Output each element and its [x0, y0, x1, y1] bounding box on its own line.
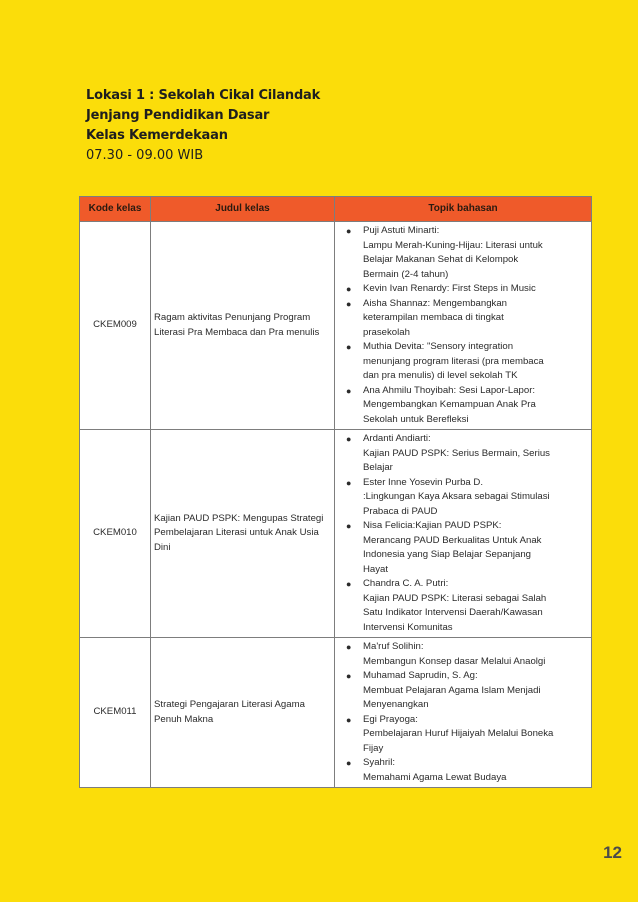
topic-item	[335, 432, 589, 476]
topic-line: Indonesia yang Siap Belajar Sepanjang	[363, 549, 532, 560]
bullet-icon: ●	[346, 226, 352, 236]
topic-line: Menyenangkan	[363, 699, 429, 710]
location-title: Lokasi 1 : Sekolah Cikal Cilandak	[86, 88, 321, 103]
topic-line: Ana Ahmilu Thoyibah: Sesi Lapor-Lapor:	[363, 384, 536, 396]
topic-line: :Lingkungan Kaya Aksara sebagai Stimulasi	[363, 491, 550, 502]
table-header-row	[80, 197, 592, 222]
topic-item	[335, 476, 589, 520]
bullet-icon: ●	[346, 671, 352, 681]
topic-line: Ester Inne Yosevin Purba D.	[363, 476, 483, 488]
topic-line: Satu Indikator Intervensi Daerah/Kawasan	[363, 607, 543, 618]
topic-line: Sekolah untuk Berefleksi	[363, 413, 469, 425]
column-header-topics: Topik bahasan	[335, 197, 592, 222]
topic-line: Prabaca di PAUD	[363, 505, 438, 517]
column-header-title: Judul kelas	[151, 197, 335, 222]
table-row	[80, 222, 592, 430]
topic-item	[335, 340, 589, 384]
topic-line: Hayat	[363, 563, 389, 575]
topic-line: menunjang program literasi (pra membaca	[363, 355, 544, 367]
topics-cell	[335, 638, 592, 788]
topic-item	[335, 282, 589, 297]
topic-list	[335, 432, 589, 635]
bullet-icon: ●	[346, 758, 352, 768]
schedule-table	[79, 196, 592, 788]
topic-line: Merancang PAUD Berkualitas Untuk Anak	[363, 534, 542, 546]
topic-line: Muthia Devita: "Sensory integration	[363, 341, 514, 352]
page-number: 12	[603, 843, 622, 862]
topic-list	[335, 640, 589, 785]
topic-line: prasekolah	[363, 326, 410, 338]
topic-line: Fijay	[363, 742, 384, 754]
topic-line: Belajar	[363, 462, 393, 473]
table-row	[80, 638, 592, 788]
table-row	[80, 430, 592, 638]
topic-item	[335, 640, 589, 669]
topic-item	[335, 669, 589, 713]
class-code-cell: CKEM009	[80, 222, 151, 430]
topic-line: Ardanti Andiarti:	[363, 433, 431, 444]
bullet-icon: ●	[346, 477, 352, 488]
topic-item	[335, 519, 589, 577]
topic-item	[335, 384, 589, 428]
bullet-icon: ●	[346, 298, 352, 309]
topic-line: Chandra C. A. Putri:	[363, 578, 449, 589]
topic-line: Kajian PAUD PSPK: Literasi sebagai Salah	[363, 592, 547, 604]
bullet-icon: ●	[346, 579, 352, 589]
topic-line: keterampilan membaca di tingkat	[363, 312, 504, 323]
class-title-cell: Kajian PAUD PSPK: Mengupas Strategi Pembelajaran Literasi untuk Anak Usia Dini	[151, 430, 335, 638]
topics-cell	[335, 222, 592, 430]
topic-line: Aisha Shannaz: Mengembangkan	[363, 297, 508, 309]
topic-line: Muhamad Saprudin, S. Ag:	[363, 670, 478, 681]
topics-cell	[335, 430, 592, 638]
session-time: 07.30 - 09.00 WIB	[86, 148, 204, 163]
topic-line: dan pra menulis) di level sekolah TK	[363, 370, 518, 381]
class-code-cell: CKEM010	[80, 430, 151, 638]
topic-line: Kajian PAUD PSPK: Serius Bermain, Serius	[363, 447, 550, 459]
class-title: Kelas Kemerdekaan	[86, 128, 228, 143]
bullet-icon: ●	[346, 521, 352, 531]
session-header	[86, 86, 320, 166]
bullet-icon: ●	[346, 284, 352, 294]
topic-line: Mengembangkan Kemampuan Anak Pra	[363, 399, 536, 410]
topic-line: Memahami Agama Lewat Budaya	[363, 771, 507, 783]
topic-line: Ma'ruf Solihin:	[363, 641, 424, 652]
topic-line: Pembelajaran Huruf Hijaiyah Melalui Boneka	[363, 728, 554, 739]
topic-item	[335, 713, 589, 757]
table-body	[80, 222, 592, 788]
bullet-icon: ●	[346, 385, 352, 396]
topic-line: Lampu Merah-Kuning-Hijau: Literasi untuk	[363, 239, 543, 251]
column-header-code: Kode kelas	[80, 197, 151, 222]
topic-line: Syahril:	[363, 757, 395, 768]
topic-line: Membuat Pelajaran Agama Islam Menjadi	[363, 684, 541, 696]
topic-line: Kevin Ivan Renardy: First Steps in Music	[363, 283, 536, 294]
bullet-icon: ●	[346, 342, 352, 352]
topic-item	[335, 756, 589, 785]
class-title-cell: Strategi Pengajaran Literasi Agama Penuh Makna	[151, 638, 335, 788]
topic-line: Egi Prayoga:	[363, 713, 418, 725]
topic-line: Belajar Makanan Sehat di Kelompok	[363, 254, 519, 265]
bullet-icon: ●	[346, 642, 352, 652]
topic-line: Intervensi Komunitas	[363, 621, 453, 633]
topic-item	[335, 577, 589, 635]
topic-line: Nisa Felicia:Kajian PAUD PSPK:	[363, 520, 502, 531]
bullet-icon: ●	[346, 714, 352, 725]
topic-line: Bermain (2-4 tahun)	[363, 268, 449, 280]
class-title-cell: Ragam aktivitas Penunjang Program Literasi Pra Membaca dan Pra menulis	[151, 222, 335, 430]
topic-list	[335, 224, 589, 427]
topic-line: Membangun Konsep dasar Melalui Anaolgi	[363, 655, 546, 667]
class-code-cell: CKEM011	[80, 638, 151, 788]
level-title: Jenjang Pendidikan Dasar	[86, 108, 270, 123]
topic-item	[335, 224, 589, 282]
topic-line: Puji Astuti Minarti:	[363, 225, 440, 236]
bullet-icon: ●	[346, 434, 352, 444]
topic-item	[335, 297, 589, 341]
